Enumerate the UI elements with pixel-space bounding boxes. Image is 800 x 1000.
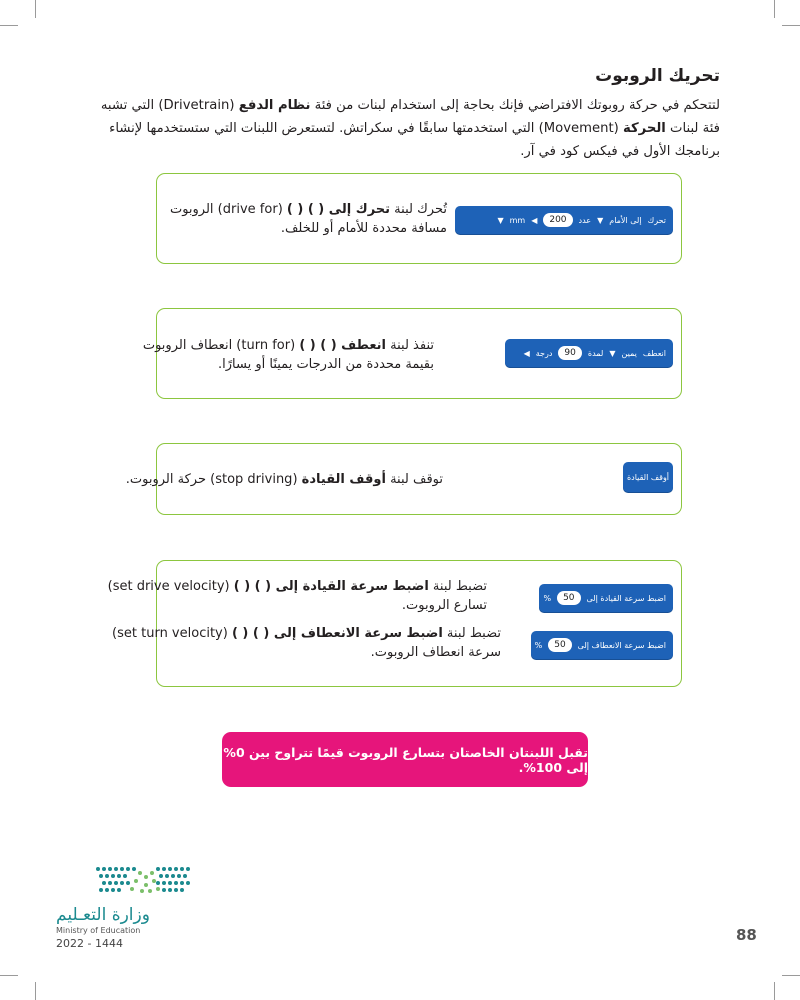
turn-for-description: تنفذ لبنة انعطف ( ) ( ) (turn for) انعطاف الروبوت بقيمة محددة من الدرجات يمينًا أو يسارًا. xyxy=(142,338,434,372)
crop-mark xyxy=(782,25,800,26)
ministry-name-english: Ministry of Education xyxy=(56,926,141,935)
block-label: اضبط سرعة القيادة إلى xyxy=(586,593,666,603)
ministry-dots-icon xyxy=(56,863,196,903)
block-verb: انعطف xyxy=(642,348,666,358)
crop-mark xyxy=(35,0,36,18)
drive-for-card xyxy=(156,173,682,264)
stop-driving-description: توقف لبنة أوقف القيادة (stop driving) حركة الروبوت. xyxy=(125,472,443,487)
velocity-value: 50 xyxy=(557,591,580,605)
arrow-icon: ◀ xyxy=(531,215,538,225)
crop-mark xyxy=(0,975,18,976)
crop-mark xyxy=(774,982,775,1000)
page-number: 88 xyxy=(736,926,757,944)
arrow-icon: ◀ xyxy=(523,348,530,358)
stop-driving-card xyxy=(125,443,682,515)
page-title: تحريك الروبوت xyxy=(595,66,720,86)
drive-velocity-description: تضبط لبنة اضبط سرعة القيادة إلى ( ) ( ) (set drive velocity) تسارع الروبوت. xyxy=(107,579,487,613)
ministry-name-arabic: وزارة التعـليم xyxy=(56,905,150,925)
block-label: لمدة xyxy=(587,348,604,358)
academic-year: 2022 - 1444 xyxy=(56,937,123,950)
block-direction: يمين xyxy=(621,348,637,358)
drive-velocity-block xyxy=(539,584,673,612)
drive-for-description: تُحرك لبنة تحرك إلى ( ) ( ) (drive for) الروبوت مسافة محددة للأمام أو للخلف. xyxy=(169,202,447,236)
distance-value: 200 xyxy=(543,213,572,227)
block-label: عدد xyxy=(578,215,592,225)
block-verb: تحرك xyxy=(647,215,666,225)
unit-label: % xyxy=(534,640,543,650)
unit-label: mm xyxy=(509,215,526,225)
block-label: اضبط سرعة الانعطاف إلى xyxy=(577,640,666,650)
turn-for-card xyxy=(142,308,682,399)
turn-velocity-block xyxy=(531,631,673,659)
unit-label: % xyxy=(543,593,552,603)
velocity-range-note xyxy=(222,732,588,787)
crop-mark xyxy=(782,975,800,976)
ministry-logo xyxy=(56,863,196,958)
dropdown-arrow-icon: ▼ xyxy=(497,215,504,225)
note-text: تقبل اللبنتان الخاصتان بتسارع الروبوت قيمًا تتراوح بين 0% إلى 100%. xyxy=(223,744,588,775)
turn-velocity-description: تضبط لبنة اضبط سرعة الانعطاف إلى ( ) ( ) (set turn velocity) سرعة انعطاف الروبوت. xyxy=(112,626,501,660)
block-label: أوقف القيادة xyxy=(626,472,670,482)
intro-paragraph: لتتحكم في حركة روبوتك الافتراضي فإنك بحاجة إلى استخدام لبنات من فئة نظام الدفع (Drivetrain) التي تشبه فئة لبنات الحركة (Movement) التي استخدمتها سابقًا في سكراتش. لتستعرض اللبنات التي ستستخدمها لإنشاء برنامجك الأول في فيكس كود في آر. xyxy=(100,98,720,159)
block-direction: إلى الأمام xyxy=(609,215,642,225)
turn-for-block xyxy=(505,339,673,367)
velocity-value: 50 xyxy=(548,638,571,652)
crop-mark xyxy=(774,0,775,18)
unit-label: درجة xyxy=(535,348,553,358)
velocity-card xyxy=(107,560,682,687)
crop-mark xyxy=(35,982,36,1000)
angle-value: 90 xyxy=(558,346,581,360)
dropdown-arrow-icon: ▼ xyxy=(597,215,604,225)
stop-driving-block xyxy=(623,462,673,492)
crop-mark xyxy=(0,25,18,26)
drive-for-block xyxy=(455,206,673,234)
dropdown-arrow-icon: ▼ xyxy=(609,348,616,358)
